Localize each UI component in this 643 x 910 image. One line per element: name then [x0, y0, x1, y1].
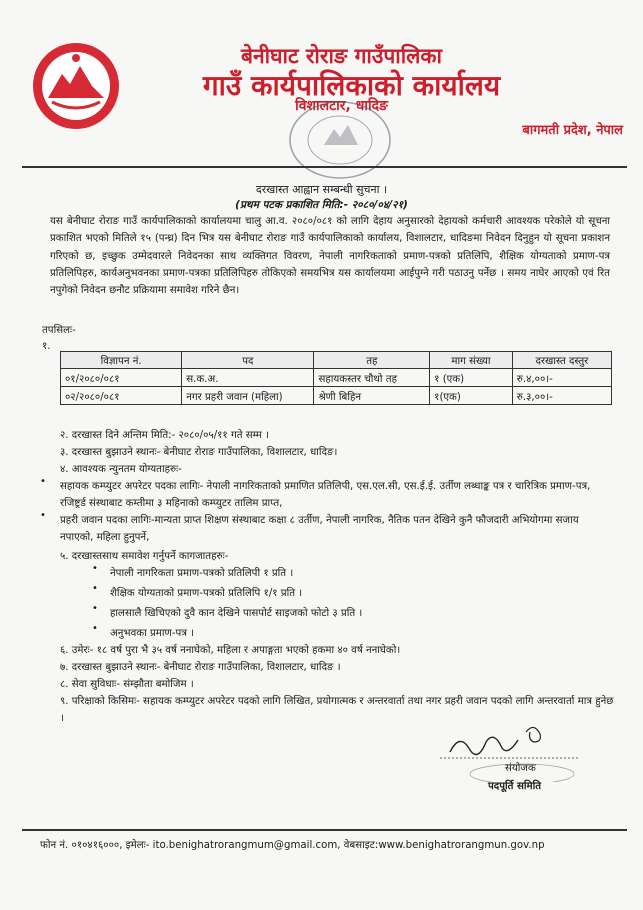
- cell-level: श्रेणी बिहिन: [314, 387, 430, 405]
- col-header-demand: माग संख्या: [430, 352, 513, 369]
- doc-photo: हालसालै खिचिएको दुवै कान देखिने पासपोर्ट साइजको फोटो ३ प्रति ।: [110, 608, 363, 619]
- cell-fee: रु.४,००।-: [512, 369, 611, 387]
- cell-ad-no: ०२/२०८०/०८१: [61, 387, 182, 405]
- qualification-computer-operator: सहायक कम्प्युटर अपरेटर पदका लागिः- नेपाली नागरिकताको प्रमाणित प्रतिलिपी, एस.एल.सी, एस.ई.ई. उर्तीण लब्धाङ्क पत्र र चारित्रिक प्रमाण-पत्र, रजिष्ट्रर्ड संस्थाबाट कम्तीमा ३ महिनाको कम्प्युटर तालिम प्राप्त,: [60, 481, 591, 509]
- table-header-row: [61, 352, 612, 369]
- bullet-icon: •: [40, 476, 46, 487]
- cell-level: सहायकस्तर चौथो तह: [314, 369, 430, 387]
- notice-body: यस बेनीघाट रोराङ गाउँ कार्यपालिकाको कार्यालयमा चालु आ.व. २०८०/०८१ को लागि देहाय अनुसारको देहायको कर्मचारी आवश्यक परेकोले यो सूचना प्रकाशित भएको मितिले १५ (पन्ध्र) दिन भित्र यस बेनीघाट रोराङ गाउँ कार्यपालिकाको कार्यालय, विशालटार, धादिङमा निवेदन दिनुहुन यो सूचना प्रकाशन गरिएको छ, इच्छुक उम्मेदवारले निवेदनका साथ व्यक्तिगत विवरण, नेपाली नागरिकताको प्रमाण-पत्रको प्रतिलिपि, शैक्षिक योग्यताको प्रमाण-पत्र प्रतिलिपिहरु, कार्यअनुभवनका प्रमाण-पत्रका प्रतिलिपिहरु तोकिएको समयभित्र यस कार्यालयमा आईपुग्ने गरी पठाउनु पर्नेछ । समय नाघेर आएको एवं रित नपुगेको निवेदन छनौट प्रक्रियामा समावेश गरिने छैन।: [50, 216, 610, 297]
- notice-subtitle: (प्रथम पटक प्रकाशित मिति:- २०८०/०४/२१): [235, 199, 408, 211]
- cell-fee: रु.३,००।-: [512, 387, 611, 405]
- footer-divider: [22, 829, 627, 831]
- item-deadline: २. दरखास्त दिने अन्तिम मिति:- २०८०/०५/११ गते सम्म ।: [60, 430, 269, 441]
- item-documents: ५. दरखास्तसाथ समावेश गर्नुपर्ने कागजातहरुः-: [60, 551, 229, 562]
- item-qualifications: ४. आवश्यक न्युनतम योग्यताहरुः-: [60, 464, 182, 475]
- cell-ad-no: ०१/२०८०/०८१: [61, 369, 182, 387]
- col-header-level: तह: [314, 352, 430, 369]
- doc-education: शैक्षिक योग्यताको प्रमाण-पत्रको प्रतिलिपि १/१ प्रति ।: [110, 588, 303, 599]
- details-label: तपसिलः-: [42, 325, 76, 336]
- item-submission-place-2: ७. दरखास्त बुझाउने स्थानः- बेनीघाट रोराङ गाउँपालिका, विशालटार, धादिङ ।: [60, 662, 341, 673]
- header-divider: [22, 166, 627, 168]
- cell-demand: १(एक): [430, 387, 513, 405]
- office-name: गाउँ कार्यपालिकाको कार्यालय: [202, 69, 501, 102]
- bullet-icon: •: [92, 583, 98, 594]
- cell-post: स.क.अ.: [182, 369, 314, 387]
- col-header-fee: दरखास्त दस्तुर: [512, 352, 611, 369]
- col-header-post: पद: [182, 352, 314, 369]
- office-stamp: [280, 95, 400, 185]
- doc-experience: अनुभवका प्रमाण-पत्र ।: [110, 628, 195, 639]
- bullet-icon: •: [92, 603, 98, 614]
- item-benefits: ८. सेवा सुविधाः- संम्झौता बमोजिम ।: [60, 679, 194, 690]
- table-row: [61, 387, 612, 405]
- cell-demand: १ (एक): [430, 369, 513, 387]
- signatory-committee: पदपूर्ति समिति: [488, 781, 542, 792]
- signatory-role: संयोजक: [505, 763, 536, 774]
- item-submission-place: ३. दरखास्त बुझाउने स्थानः- बेनीघाट रोराङ गाउँपालिका, विशालटार, धादिङ।: [60, 447, 338, 458]
- table-row: [61, 369, 612, 387]
- bullet-icon: •: [92, 563, 98, 574]
- footer-contact: फोन नं. ०१०४१६०००, इमेलः- ito.benighatrorangmum@gmail.com, वेबसाइट:www.benighatrorangmun.gov.np: [40, 840, 545, 851]
- doc-citizenship: नेपाली नागरिकता प्रमाण-पत्रको प्रतिलिपी १ प्रति ।: [110, 568, 294, 579]
- qualification-police-constable: प्रहरी जवान पदका लागिः-मान्यता प्राप्त शिक्षण संस्थाबाट कक्षा ८ उर्तीण, नेपाली नागरिक, नैतिक पतन देखिने कुनै फौजदारी अभियोगमा सजाय नपाएको, महिला हुनुपर्ने,: [60, 515, 579, 543]
- notice-title: दरखास्त आह्वान सम्बन्धी सुचना ।: [255, 183, 388, 196]
- item-age: ६. उमेरः- १८ वर्ष पुरा भै ३५ वर्ष ननाघेको, महिला र अपाङ्गता भएको हकमा ४० वर्ष ननाघेको।: [60, 645, 401, 656]
- vacancy-table: [60, 351, 612, 405]
- item-exam-type: ९. परिक्षाको किसिमः- सहायक कम्प्युटर अपरेटर पदको लागि लिखित, प्रयोगात्मक र अन्तरवार्ता तथा नगर प्रहरी जवान पदको लागि अन्तरवार्ता मात्र हुनेछ ।: [60, 696, 614, 724]
- item-one-number: १.: [42, 341, 51, 352]
- cell-post: नगर प्रहरी जवान (महिला): [182, 387, 314, 405]
- bullet-icon: •: [92, 623, 98, 634]
- province-name: बागमती प्रदेश, नेपाल: [522, 123, 623, 138]
- bullet-icon: •: [40, 510, 46, 521]
- office-location: विशालटार, धादिङ: [295, 98, 388, 114]
- col-header-ad-no: विज्ञापन नं.: [61, 352, 182, 369]
- municipality-name: बेनीघाट रोराङ गाउँपालिका: [241, 44, 442, 68]
